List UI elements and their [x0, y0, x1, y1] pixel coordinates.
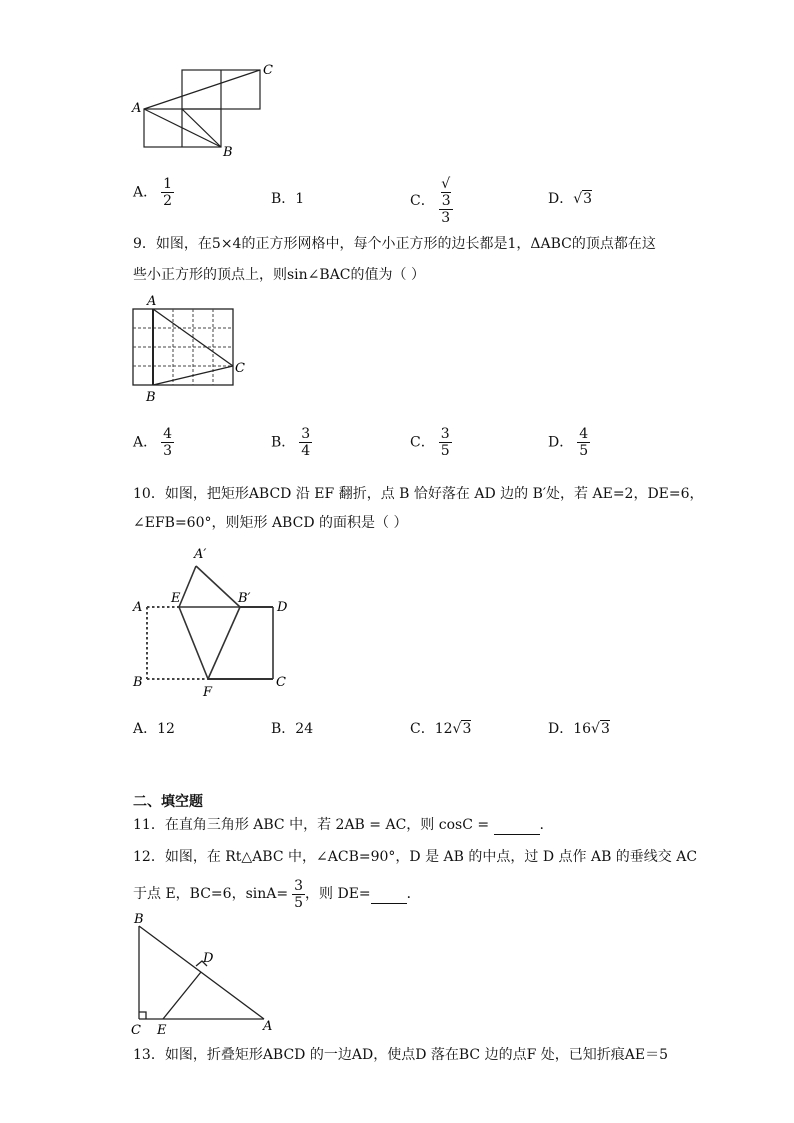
section-heading: 二、填空题	[133, 794, 203, 810]
q8-figure	[128, 60, 288, 160]
q10-label-b-prime: B′	[238, 591, 251, 606]
fraction: $\frac{3}{4}$	[301, 426, 311, 459]
answer-blank[interactable]	[494, 816, 540, 835]
q9-option-c[interactable]: C． $\frac{3}{5}$	[410, 426, 450, 459]
q10-line1: 10．如图，把矩形ABCD 沿 EF 翻折，点 B 恰好落在 AD 边的 B′处，若 AE=2，DE=6，	[133, 486, 704, 502]
q12-label-d: D	[203, 951, 214, 966]
q12-line2: 于点 E，BC=6，sinA= $\frac{3}{5}$ ，则 DE= ．	[133, 877, 421, 911]
fraction: $\frac{1}{2}$	[163, 176, 173, 209]
fraction: $\frac{3}{5}$	[294, 877, 304, 911]
q9-option-a[interactable]: A． $\frac{4}{3}$	[133, 426, 173, 459]
q12-figure	[128, 910, 283, 1038]
q12-label-a: A	[263, 1019, 273, 1034]
q9-line1: 9．如图，在5×4的正方形网格中，每个小正方形的边长都是1，ΔABC的顶点都在这	[133, 236, 656, 252]
q10-label-a: A	[133, 600, 143, 615]
q8-option-a[interactable]: A． $\frac{1}{2}$	[133, 176, 173, 209]
q9-label-a: A	[147, 294, 157, 309]
q13-line1: 13．如图，折叠矩形ABCD 的一边AD，使点D 落在BC 边的点F 处，已知折痕AE＝5	[133, 1047, 668, 1063]
q11-line: 11．在直角三角形 ABC 中，若 2AB = AC，则 cosC = .	[133, 817, 544, 833]
q12-label-b: B	[134, 912, 144, 927]
q9-option-d[interactable]: D． $\frac{4}{5}$	[548, 426, 589, 459]
fraction: √ 3 3	[439, 176, 453, 226]
q10-label-d: D	[277, 600, 288, 615]
q9-figure	[128, 294, 253, 404]
q8-option-c[interactable]: C． √ 3 3	[410, 176, 451, 226]
q10-option-b[interactable]: B．24	[271, 721, 314, 737]
q9-label-b: B	[146, 390, 156, 405]
q12-line1: 12．如图，在 Rt△ABC 中，∠ACB=90°，D 是 AB 的中点，过 D 点作 AB 的垂线交 AC	[133, 849, 698, 865]
q10-label-a-prime: A′	[194, 547, 207, 562]
q12-label-c: C	[131, 1023, 141, 1038]
q10-option-d[interactable]: D．16√3	[548, 721, 610, 737]
q10-label-e: E	[171, 591, 181, 606]
q8-option-b[interactable]: B．1	[271, 191, 305, 207]
q8-option-d[interactable]: D．√3	[548, 191, 593, 207]
fraction: $\frac{4}{3}$	[163, 426, 173, 459]
fraction: $\frac{4}{5}$	[579, 426, 589, 459]
q10-line2: ∠EFB=60°，则矩形 ABCD 的面积是（ ）	[133, 515, 408, 531]
q9-option-b[interactable]: B． $\frac{3}{4}$	[271, 426, 311, 459]
q10-label-b: B	[133, 675, 143, 690]
q10-label-c: C	[276, 675, 286, 690]
q9-line2: 些小正方形的顶点上，则sin∠BAC的值为（ ）	[133, 267, 425, 283]
q10-figure	[128, 540, 303, 700]
q9-label-c: C	[235, 361, 245, 376]
fraction: $\frac{3}{5}$	[440, 426, 450, 459]
answer-blank[interactable]	[371, 885, 407, 904]
q8-label-c: C	[263, 63, 273, 78]
q8-label-b: B	[223, 145, 233, 160]
q10-label-f: F	[203, 685, 213, 700]
q10-option-a[interactable]: A．12	[133, 721, 175, 737]
q8-label-a: A	[132, 101, 142, 116]
q12-label-e: E	[157, 1023, 167, 1038]
q10-option-c[interactable]: C．12√3	[410, 721, 472, 737]
